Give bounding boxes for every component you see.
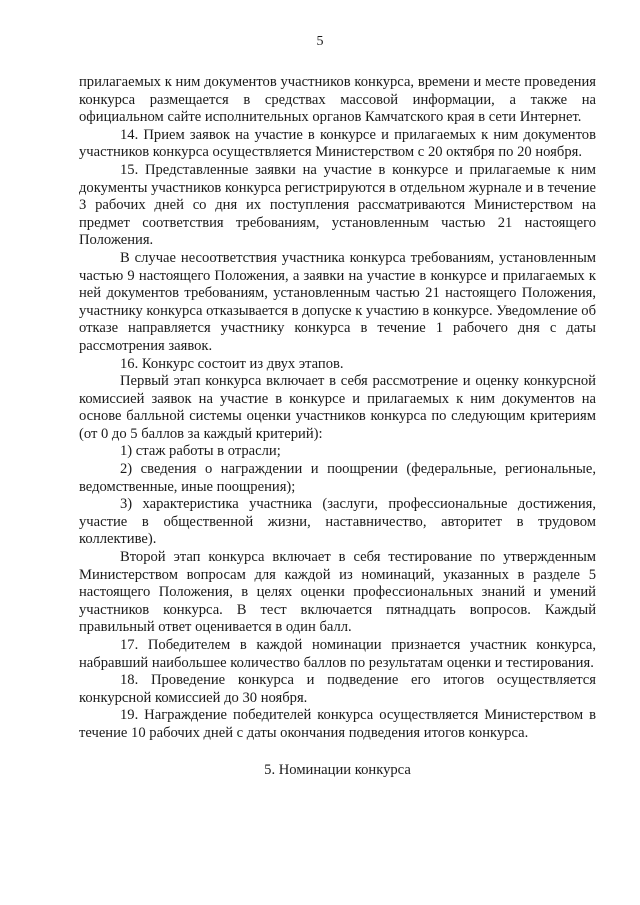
document-body — [79, 74, 596, 779]
criterion-1: 1) стаж работы в отрасли; — [120, 443, 281, 460]
paragraph-second-stage: Второй этап конкурса включает в себя тестирование по утвержденным Министерством вопросам для каждой из номинаций, указанных в разделе 5 настоящего Положения, в целях оценки профессиональных знаний и умений участников конкурса. В тест включается пятнадцать вопросов. Каждый правильный ответ оценивается в один балл. — [79, 549, 596, 636]
paragraph-item-18: 18. Проведение конкурса и подведение его итогов осуществляется конкурсной комиссией до 30 ноября. — [79, 672, 596, 706]
paragraph-item-15: 15. Представленные заявки на участие в конкурсе и прилагаемые к ним документы участников конкурса регистрируются в отдельном журнале и в течение 3 рабочих дней со дня их поступления рассматриваются Министерством на предмет соответствия требованиям, установленным частью 21 настоящего Положения. — [79, 161, 596, 249]
section-heading: 5. Номинации конкурса — [264, 761, 411, 778]
paragraph-continuation: прилагаемых к ним документов участников конкурса, времени и месте проведения конкурса размещается в средствах массовой информации, а также на официальном сайте исполнительных органов Камчатского края в сети Интернет. — [79, 74, 596, 126]
paragraph-item-17: 17. Победителем в каждой номинации признается участник конкурса, набравший наибольшее количество баллов по результатам оценки и тестирования. — [79, 637, 596, 671]
page-number: 5 — [316, 34, 324, 49]
criterion-2: 2) сведения о награждении и поощрении (федеральные, региональные, ведомственные, иные поощрения); — [79, 461, 596, 495]
paragraph-item-14: 14. Прием заявок на участие в конкурсе и прилагаемых к ним документов участников конкурса осуществляется Министерством с 20 октября по 20 ноября. — [79, 126, 596, 161]
paragraph-first-stage: Первый этап конкурса включает в себя рассмотрение и оценку конкурсной комиссией заявок на участие в конкурсе и прилагаемых к ним документов на основе балльной системы оценки участников конкурса по следующим критериям (от 0 до 5 баллов за каждый критерий): — [79, 373, 596, 442]
paragraph-item-19: 19. Награждение победителей конкурса осуществляется Министерством в течение 10 рабочих дней с даты окончания подведения итогов конкурса. — [79, 707, 596, 741]
criterion-3: 3) характеристика участника (заслуги, профессиональные достижения, участие в общественной жизни, наставничество, авторитет в трудовом коллективе). — [79, 496, 596, 548]
paragraph-item-16: 16. Конкурс состоит из двух этапов. — [120, 355, 344, 372]
paragraph-rejection: В случае несоответствия участника конкурса требованиям, установленным частью 9 настоящего Положения, а заявки на участие в конкурсе и прилагаемых к ней документов требованиям, установленным частью 21 настоящего Положения, участнику конкурса отказывается в допуске к участию в конкурсе. Уведомление об отказе направляется участнику конкурса в течение 1 рабочего дня с даты рассмотрения заявок. — [79, 249, 596, 354]
